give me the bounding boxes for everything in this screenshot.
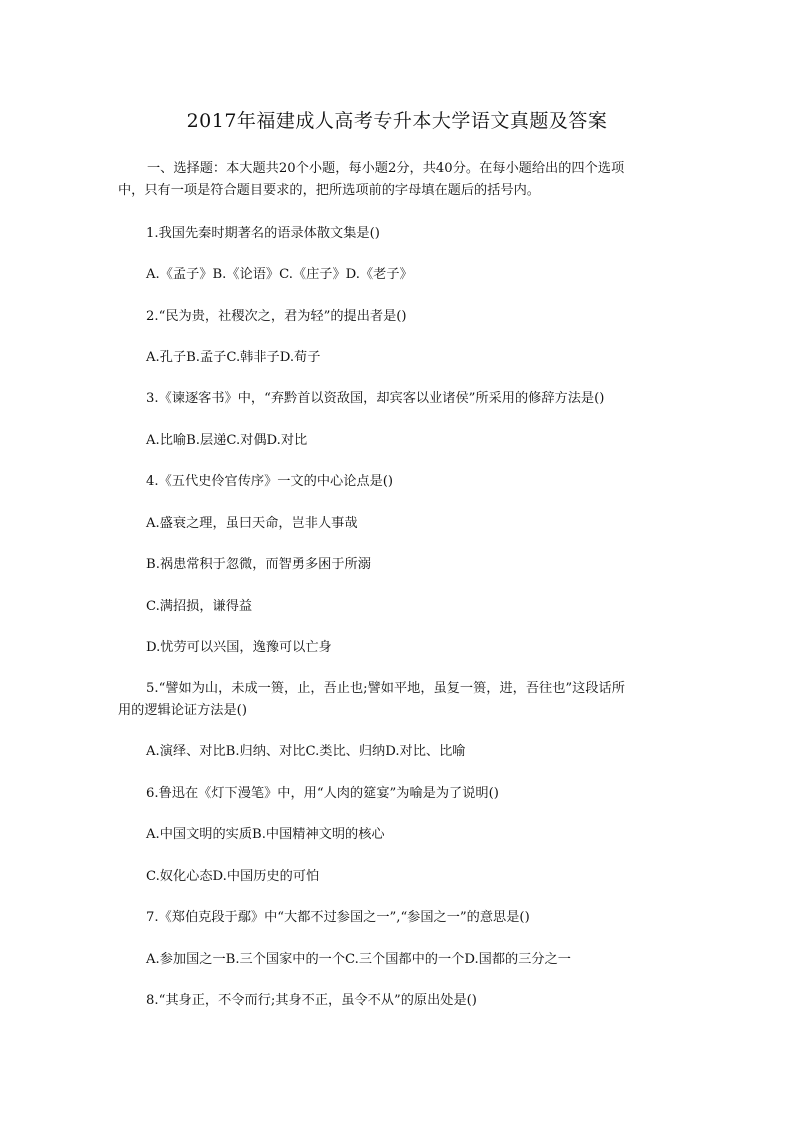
options-7: A.参加国之一B.三个国家中的一个C.三个国都中的一个D.国都的三分之一: [146, 952, 571, 967]
options-1: A.《孟子》B.《论语》C.《庄子》D.《老子》: [146, 267, 413, 282]
question-6: 6.鲁迅在《灯下漫笔》中，用“人肉的筵宴”为喻是为了说明(): [146, 786, 499, 801]
question-8: 8.“其身正，不令而行;其身不正，虽令不从”的原出处是(): [146, 993, 477, 1008]
option-4b: B.祸患常积于忽微，而智勇多困于所溺: [146, 557, 371, 572]
question-3: 3.《谏逐客书》中，“弃黔首以资敌国，却宾客以业诸侯”所采用的修辞方法是(): [146, 391, 605, 406]
question-2: 2.“民为贵，社稷次之，君为轻”的提出者是(): [146, 309, 407, 324]
options-2: A.孔子B.孟子C.韩非子D.荀子: [146, 350, 321, 365]
option-4a: A.盛衰之理，虽曰天命，岂非人事哉: [146, 516, 358, 531]
option-4c: C.满招损，谦得益: [146, 599, 253, 614]
question-5-line-2: 用的逻辑论证方法是(): [118, 703, 247, 718]
options-6-cd: C.奴化心态D.中国历史的可怕: [146, 869, 320, 884]
question-1: 1.我国先秦时期著名的语录体散文集是(): [146, 226, 380, 241]
options-5: A.演绎、对比B.归纳、对比C.类比、归纳D.对比、比喻: [146, 744, 466, 759]
question-5-line-1: 5.“譬如为山，未成一篑，止，吾止也;譬如平地，虽复一篑，进，吾往也”这段话所: [146, 681, 625, 696]
question-4: 4.《五代史伶官传序》一文的中心论点是(): [146, 474, 394, 489]
options-6-ab: A.中国文明的实质B.中国精神文明的核心: [146, 827, 385, 842]
options-3: A.比喻B.层递C.对偶D.对比: [146, 433, 308, 448]
intro-line-2: 中，只有一项是符合题目要求的，把所选项前的字母填在题后的括号内。: [118, 183, 540, 198]
document-title: 2017年福建成人高考专升本大学语文真题及答案: [186, 110, 608, 132]
question-7: 7.《郑伯克段于鄢》中“大都不过参国之一”,“参国之一”的意思是(): [146, 910, 530, 925]
intro-line-1: 一、选择题：本大题共20个小题，每小题2分，共40分。在每小题给出的四个选项: [147, 161, 625, 176]
option-4d: D.忧劳可以兴国，逸豫可以亡身: [146, 640, 332, 655]
